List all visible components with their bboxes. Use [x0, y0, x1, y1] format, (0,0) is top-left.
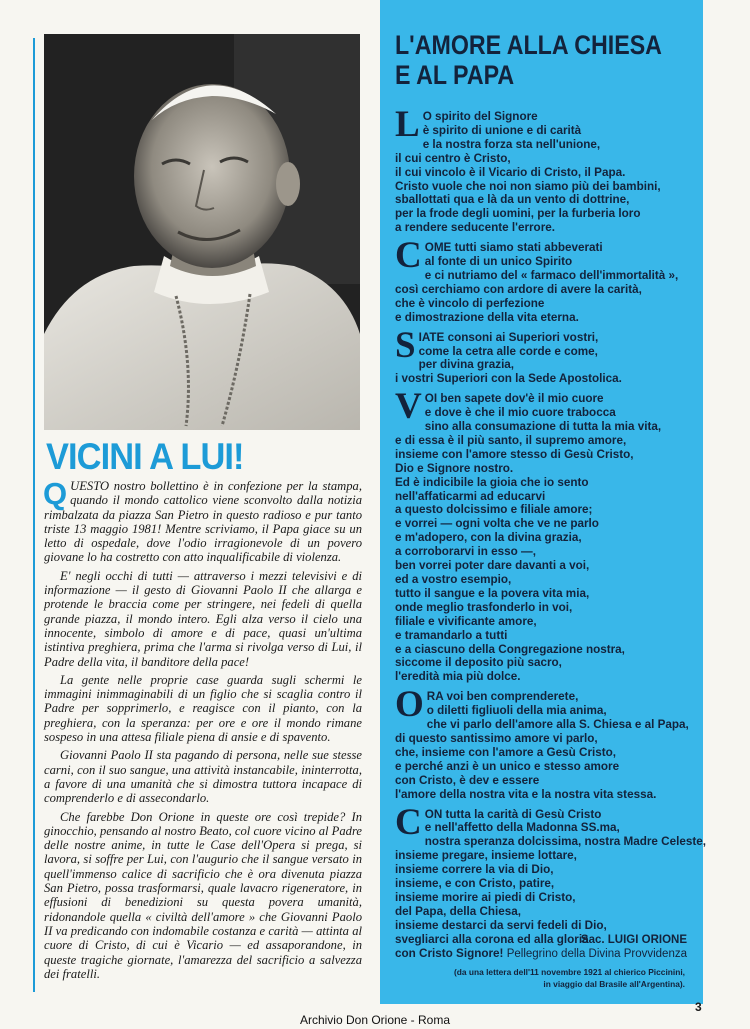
stanza — [395, 235, 695, 324]
stanza-line: o diletti figliuoli della mia anima, — [426, 704, 607, 718]
stanza-line: ed a vostro esempio, — [395, 573, 512, 586]
stanza-line: l'amore della nostra vita e la nostra vita stessa. — [395, 787, 657, 801]
article-paragraph: E' negli occhi di tutti — attraverso i mezzi televisivi e di informazione — il gesto di Giovanni Paolo II che allarga e protende le braccia come per stringere, nei fedeli di quella grande piazza, il mondo intero. Egli alza verso il cielo una innocente, simbolo di amore e di pace, quasi un'ultima istintiva preghiera, prima che l'arma si rivolga verso di Lui, il Padre della vita, il banditore della pace! — [44, 568, 362, 669]
stanza-line: O spirito del Signore — [422, 110, 538, 123]
letter-text — [395, 104, 706, 966]
stanza-line: e la nostra forza sta nell'unione, — [422, 137, 601, 151]
stanza-line: il cui vincolo è il Vicario di Cristo, il Papa. — [395, 165, 626, 179]
stanza-line: OI ben sapete dov'è il mio cuore — [424, 392, 604, 406]
stanza — [395, 104, 695, 235]
stanza-line: con Cristo Signore! — [395, 946, 504, 960]
stanza-line: e perché anzi è un unico e stesso amore — [395, 759, 620, 773]
stanza-drop-cap: C — [395, 801, 422, 843]
article-paragraph — [43, 476, 362, 565]
signature — [395, 934, 687, 960]
stanza-line: come la cetra alle corde e come, — [418, 344, 598, 358]
stanza-line: Ed è indicibile la gioia che io sento — [395, 475, 589, 489]
stanza-line: che vi parlo dell'amore alla S. Chiesa e al Papa, — [426, 718, 689, 732]
paragraph-text: UESTO nostro bollettino è in confezione per la stampa, quando il mondo cattolico viene sconvolto dalla notizia rimbalzata da piazza San Pietro in questo radioso e pur tanto triste 13 maggio 1981! Mentre scriviamo, il Papa giace su un letto di ospedale, dove l'odio irragionevole di un povero giovane lo ha costretto con atto inqualificabile di violenza. — [44, 479, 362, 565]
stanza-line: insieme pregare, insieme lottare, — [395, 849, 577, 863]
stanza-line: il cui centro è Cristo, — [395, 151, 511, 165]
stanza-line: insieme destarci da servi fedeli di Dio, — [395, 918, 607, 932]
stanza-line: IATE consoni ai Superiori vostri, — [418, 330, 599, 344]
archive-footer: Archivio Don Orione - Roma — [299, 1013, 451, 1027]
stanza — [395, 386, 695, 684]
stanza-line: e ci nutriamo del « farmaco dell'immortalità », — [424, 268, 679, 282]
stanza-line: al fonte di un unico Spirito — [424, 255, 573, 269]
source-note-line: (da una lettera dell'11 novembre 1921 al chierico Piccinini, — [453, 967, 685, 977]
stanza-line: RA voi ben comprenderete, — [426, 690, 579, 704]
page-number: 3 — [695, 1000, 702, 1014]
stanza-line: nostra speranza dolcissima, nostra Madre Celeste, — [424, 835, 706, 849]
stanza-line: ben vorrei poter dare davanti a voi, — [395, 559, 590, 573]
stanza-line: con Cristo, è dev e essere — [395, 773, 540, 787]
stanza-line: l'eredità mia più dolce. — [395, 670, 521, 684]
stanza-line: sino alla consumazione di tutta la mia vita, — [424, 420, 662, 434]
stanza-line: insieme con l'amore stesso di Gesù Cristo, — [395, 447, 634, 461]
stanza — [395, 684, 695, 801]
stanza-line: del Papa, della Chiesa, — [395, 904, 522, 918]
stanza-line: tutto il sangue e la povera vita mia, — [395, 586, 590, 600]
stanza-line: a corroborarvi in esso —, — [395, 545, 536, 559]
stanza-line: insieme, e con Cristo, patire, — [395, 877, 555, 891]
stanza-line: e tramandarlo a tutti — [395, 628, 508, 642]
stanza-line: siccome il deposito più sacro, — [395, 656, 562, 670]
article-paragraph: Giovanni Paolo II sta pagando di persona, nelle sue stesse carni, con il suo sangue, una attività instancabile, ininterrotta, a favore di una umanità che si dimostra tuttora incapace di comprenderlo e di assecondarlo. — [44, 748, 362, 806]
source-note — [395, 966, 685, 990]
stanza-drop-cap: O — [395, 684, 424, 726]
stanza-line: filiale e vivificante amore, — [395, 614, 537, 628]
stanza-line: a questo dolcissimo e filiale amore; — [395, 503, 593, 517]
stanza-line: OME tutti siamo stati abbeverati — [424, 241, 603, 255]
article-paragraph: La gente nelle proprie case guarda sugli schermi le immagini inimmaginabili di un figlio che si scaglia contro il Padre per sopprimerlo, e reagisce con il pianto, con la preghiera, con la speranza: per ore e ore il mondo rimane sospeso in una attesa filiale piena di ansie e di spavento. — [44, 672, 362, 745]
left-column — [44, 34, 362, 994]
stanza-line: per divina grazia, — [418, 358, 515, 372]
signature-role: Pellegrino della Divina Provvidenza — [506, 948, 687, 960]
stanza-line: nell'affaticarmi ad educarvi — [395, 489, 546, 503]
stanza-drop-cap: L — [395, 104, 420, 145]
stanza-line: e dove è che il mio cuore trabocca — [424, 406, 616, 420]
column-rule — [33, 38, 35, 992]
stanza-drop-cap: S — [395, 324, 416, 366]
stanza-line: e m'adopero, con la divina grazia, — [395, 531, 582, 545]
stanza-line: è spirito di unione e di carità — [422, 123, 582, 137]
stanza-line: che è vincolo di perfezione — [395, 296, 545, 310]
stanza-line: per la frode degli uomini, per la furberia loro — [395, 207, 641, 221]
stanza-line: e nell'affetto della Madonna SS.ma, — [424, 821, 620, 835]
drop-cap: Q — [43, 476, 68, 511]
stanza-line: e dimostrazione della vita eterna. — [395, 310, 579, 324]
stanza-line: svegliarci alla corona ed alla gloria — [395, 932, 589, 946]
signature-name: Sac. LUIGI ORIONE — [580, 934, 687, 946]
pope-portrait-illustration — [44, 34, 360, 430]
article-paragraph: Che farebbe Don Orione in queste ore così trepide? In ginocchio, pensando al nostro Beato, col cuore vicino al Padre delle nostre anime, in tutte le Case dell'Opera si prega, si lavora, si soffre per Lui, con l'augurio che il sangue versato in quell'immenso calice di sacrificio che è ora divenuta piazza San Pietro, possa trasformarsi, quale lavacro rigeneratore, in effusioni di benedizioni su questa povera umanità, ridonandole quella « civiltà dell'amore » che Giovanni Paolo II va predicando con indomabile costanza e carità — attinta al cuore di Cristo, di cui è Vicario — ed assaporandone, in queste tragiche giornate, l'amarezza del sacrificio a salvezza dei fratelli. — [44, 809, 362, 981]
article-title: VICINI A LUI! — [46, 436, 244, 477]
stanza-line: e di essa è il più santo, il supremo amore, — [395, 433, 627, 447]
source-note-line: in viaggio dal Brasile all'Argentina). — [543, 979, 685, 989]
letter-title — [395, 30, 662, 90]
stanza-line: e vorrei — ogni volta che ve ne parlo — [395, 517, 599, 531]
stanza-line: e a ciascuno della Congregazione nostra, — [395, 642, 625, 656]
stanza-line: insieme morire ai piedi di Cristo, — [395, 890, 576, 904]
stanza-line: Cristo vuole che noi non siamo più dei bambini, — [395, 179, 661, 193]
stanza-line: che, insieme con l'amore a Gesù Cristo, — [395, 745, 617, 759]
letter-title-line: E AL PAPA — [395, 60, 515, 90]
stanza — [395, 324, 695, 387]
stanza-line: di questo santissimo amore vi parlo, — [395, 731, 598, 745]
stanza-line: così cerchiamo con ardore di avere la carità, — [395, 282, 642, 296]
letter-title-line: L'AMORE ALLA CHIESA — [395, 30, 662, 60]
stanza-line: i vostri Superiori con la Sede Apostolica. — [395, 372, 622, 386]
stanza-line: sballottati qua e là da un vento di dottrine, — [395, 193, 630, 207]
article-body — [43, 476, 362, 985]
stanza-line: insieme correre la via di Dio, — [395, 863, 554, 877]
stanza-line: onde meglio trasfonderlo in voi, — [395, 600, 573, 614]
stanza-drop-cap: V — [395, 386, 422, 428]
stanza-line: a rendere seducente l'errore. — [395, 221, 555, 235]
stanza-line: ON tutta la carità di Gesù Cristo — [424, 807, 602, 821]
pope-photo — [44, 34, 360, 430]
stanza-line: Dio e Signore nostro. — [395, 461, 514, 475]
stanza-drop-cap: C — [395, 235, 422, 277]
